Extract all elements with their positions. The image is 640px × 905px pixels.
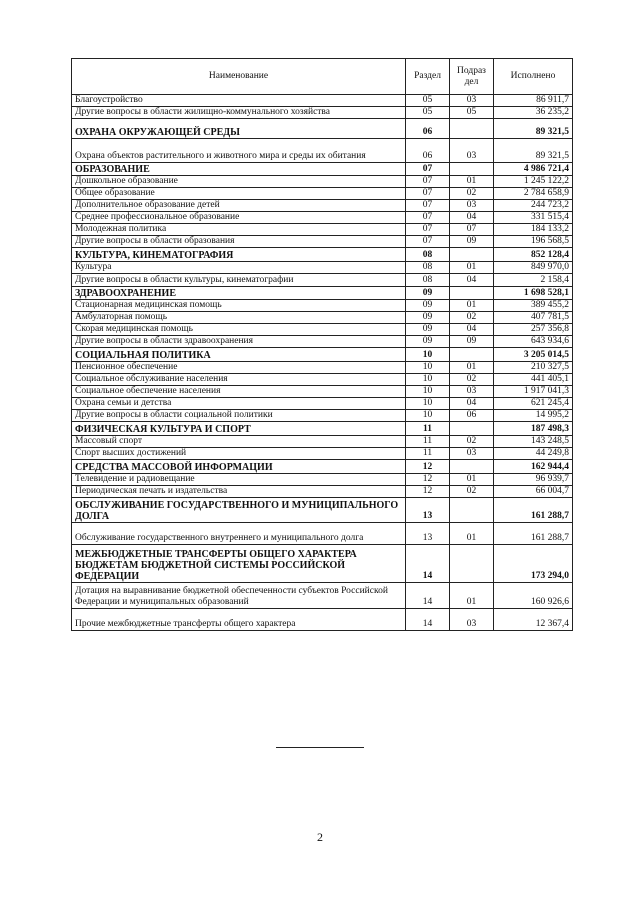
header-executed: Исполнено (494, 59, 573, 95)
table-row (72, 609, 573, 631)
budget-execution-table (71, 58, 573, 631)
row-executed-cell: 89 321,5 (494, 119, 573, 139)
row-name-cell: Молодежная политика (72, 224, 406, 236)
row-section-cell: 11 (406, 422, 450, 436)
row-subsection-cell (450, 460, 494, 474)
row-subsection-cell (450, 498, 494, 523)
row-section-cell: 08 (406, 248, 450, 262)
row-section-cell: 08 (406, 262, 450, 274)
row-subsection-cell: 03 (450, 386, 494, 398)
row-executed-cell: 257 356,8 (494, 324, 573, 336)
row-section-cell: 10 (406, 374, 450, 386)
header-subsection: Подраз дел (450, 59, 494, 95)
table-row (72, 486, 573, 498)
row-name-cell: ФИЗИЧЕСКАЯ КУЛЬТУРА И СПОРТ (72, 422, 406, 436)
table-section-row (72, 422, 573, 436)
row-executed-cell: 1 245 122,2 (494, 176, 573, 188)
row-executed-cell: 1 917 041,3 (494, 386, 573, 398)
row-name-cell: Благоустройство (72, 95, 406, 107)
table-section-row (72, 498, 573, 523)
table-row (72, 324, 573, 336)
table-row (72, 300, 573, 312)
row-executed-cell: 210 327,5 (494, 362, 573, 374)
row-subsection-cell: 01 (450, 583, 494, 609)
row-executed-cell: 66 004,7 (494, 486, 573, 498)
table-row (72, 236, 573, 248)
row-name-cell: СОЦИАЛЬНАЯ ПОЛИТИКА (72, 348, 406, 362)
row-subsection-cell: 04 (450, 212, 494, 224)
row-executed-cell: 187 498,3 (494, 422, 573, 436)
table-row (72, 448, 573, 460)
row-name-cell: СРЕДСТВА МАССОВОЙ ИНФОРМАЦИИ (72, 460, 406, 474)
table-row (72, 107, 573, 119)
row-executed-cell: 2 784 658,9 (494, 188, 573, 200)
row-section-cell: 09 (406, 324, 450, 336)
header-name: Наименование (72, 59, 406, 95)
row-name-cell: Охрана объектов растительного и животного мира и среды их обитания (72, 139, 406, 163)
table-row (72, 410, 573, 422)
page-number: 2 (317, 830, 323, 844)
row-name-cell: Социальное обслуживание населения (72, 374, 406, 386)
row-section-cell: 06 (406, 119, 450, 139)
row-section-cell: 07 (406, 163, 450, 176)
row-name-cell: Массовый спорт (72, 436, 406, 448)
row-subsection-cell: 04 (450, 274, 494, 287)
row-name-cell: ОХРАНА ОКРУЖАЮЩЕЙ СРЕДЫ (72, 119, 406, 139)
row-name-cell: ОБСЛУЖИВАНИЕ ГОСУДАРСТВЕННОГО И МУНИЦИПАЛЬНОГО ДОЛГА (72, 498, 406, 523)
row-subsection-cell (450, 287, 494, 300)
row-name-cell: Прочие межбюджетные трансферты общего характера (72, 609, 406, 631)
table-row (72, 95, 573, 107)
row-section-cell: 07 (406, 212, 450, 224)
row-subsection-cell: 01 (450, 523, 494, 545)
row-section-cell: 14 (406, 609, 450, 631)
row-name-cell: Пенсионное обеспечение (72, 362, 406, 374)
table-section-row (72, 460, 573, 474)
table-row (72, 474, 573, 486)
row-section-cell: 07 (406, 224, 450, 236)
row-executed-cell: 184 133,2 (494, 224, 573, 236)
row-name-cell: Периодическая печать и издательства (72, 486, 406, 498)
row-subsection-cell: 02 (450, 486, 494, 498)
table-row (72, 188, 573, 200)
row-name-cell: Культура (72, 262, 406, 274)
table-row (72, 200, 573, 212)
row-executed-cell: 407 781,5 (494, 312, 573, 324)
table-row (72, 583, 573, 609)
row-executed-cell: 389 455,2 (494, 300, 573, 312)
table-section-row (72, 348, 573, 362)
row-name-cell: Другие вопросы в области жилищно-коммунального хозяйства (72, 107, 406, 119)
row-name-cell: Дополнительное образование детей (72, 200, 406, 212)
row-section-cell: 07 (406, 236, 450, 248)
row-subsection-cell: 02 (450, 374, 494, 386)
row-section-cell: 06 (406, 139, 450, 163)
row-subsection-cell: 04 (450, 398, 494, 410)
row-section-cell: 07 (406, 200, 450, 212)
row-name-cell: Амбулаторная помощь (72, 312, 406, 324)
table-header-row (72, 59, 573, 95)
row-subsection-cell: 07 (450, 224, 494, 236)
row-subsection-cell (450, 248, 494, 262)
row-name-cell: Охрана семьи и детства (72, 398, 406, 410)
row-section-cell: 10 (406, 348, 450, 362)
row-executed-cell: 849 970,0 (494, 262, 573, 274)
row-section-cell: 10 (406, 410, 450, 422)
row-executed-cell: 173 294,0 (494, 545, 573, 583)
row-subsection-cell (450, 422, 494, 436)
row-name-cell: Скорая медицинская помощь (72, 324, 406, 336)
row-section-cell: 14 (406, 583, 450, 609)
row-executed-cell: 3 205 014,5 (494, 348, 573, 362)
row-executed-cell: 143 248,5 (494, 436, 573, 448)
row-executed-cell: 4 986 721,4 (494, 163, 573, 176)
row-executed-cell: 162 944,4 (494, 460, 573, 474)
row-section-cell: 05 (406, 107, 450, 119)
row-executed-cell: 852 128,4 (494, 248, 573, 262)
row-name-cell: Обслуживание государственного внутреннего и муниципального долга (72, 523, 406, 545)
row-name-cell: Социальное обеспечение населения (72, 386, 406, 398)
row-name-cell: ЗДРАВООХРАНЕНИЕ (72, 287, 406, 300)
table-row (72, 336, 573, 348)
table-section-row (72, 248, 573, 262)
row-section-cell: 12 (406, 486, 450, 498)
table-row (72, 523, 573, 545)
row-executed-cell: 89 321,5 (494, 139, 573, 163)
table-row (72, 274, 573, 287)
row-section-cell: 08 (406, 274, 450, 287)
row-subsection-cell: 03 (450, 95, 494, 107)
row-section-cell: 05 (406, 95, 450, 107)
row-section-cell: 12 (406, 460, 450, 474)
row-name-cell: Другие вопросы в области здравоохранения (72, 336, 406, 348)
row-subsection-cell (450, 119, 494, 139)
row-executed-cell: 621 245,4 (494, 398, 573, 410)
row-section-cell: 11 (406, 436, 450, 448)
row-executed-cell: 1 698 528,1 (494, 287, 573, 300)
row-subsection-cell: 03 (450, 448, 494, 460)
row-subsection-cell: 01 (450, 474, 494, 486)
row-section-cell: 11 (406, 448, 450, 460)
row-name-cell: Другие вопросы в области социальной политики (72, 410, 406, 422)
row-executed-cell: 96 939,7 (494, 474, 573, 486)
row-subsection-cell: 06 (450, 410, 494, 422)
row-subsection-cell: 03 (450, 609, 494, 631)
row-executed-cell: 643 934,6 (494, 336, 573, 348)
row-subsection-cell: 02 (450, 312, 494, 324)
row-name-cell: ОБРАЗОВАНИЕ (72, 163, 406, 176)
row-subsection-cell: 03 (450, 200, 494, 212)
row-name-cell: Спорт высших достижений (72, 448, 406, 460)
row-executed-cell: 244 723,2 (494, 200, 573, 212)
row-executed-cell: 331 515,4 (494, 212, 573, 224)
row-section-cell: 13 (406, 498, 450, 523)
row-executed-cell: 161 288,7 (494, 498, 573, 523)
row-section-cell: 07 (406, 176, 450, 188)
row-subsection-cell (450, 163, 494, 176)
row-section-cell: 09 (406, 287, 450, 300)
row-subsection-cell: 09 (450, 336, 494, 348)
table-row (72, 139, 573, 163)
table-section-row (72, 287, 573, 300)
table-row (72, 398, 573, 410)
row-section-cell: 09 (406, 312, 450, 324)
row-executed-cell: 14 995,2 (494, 410, 573, 422)
row-executed-cell: 196 568,5 (494, 236, 573, 248)
table-row (72, 362, 573, 374)
row-name-cell: Другие вопросы в области культуры, кинематографии (72, 274, 406, 287)
row-subsection-cell: 03 (450, 139, 494, 163)
row-subsection-cell: 01 (450, 262, 494, 274)
row-name-cell: Общее образование (72, 188, 406, 200)
row-executed-cell: 36 235,2 (494, 107, 573, 119)
footer-rule (276, 747, 364, 748)
table-row (72, 386, 573, 398)
row-section-cell: 10 (406, 398, 450, 410)
table-row (72, 374, 573, 386)
row-subsection-cell: 02 (450, 436, 494, 448)
row-section-cell: 10 (406, 386, 450, 398)
row-name-cell: КУЛЬТУРА, КИНЕМАТОГРАФИЯ (72, 248, 406, 262)
row-subsection-cell: 01 (450, 362, 494, 374)
table-row (72, 262, 573, 274)
row-subsection-cell: 04 (450, 324, 494, 336)
row-name-cell: МЕЖБЮДЖЕТНЫЕ ТРАНСФЕРТЫ ОБЩЕГО ХАРАКТЕРА БЮДЖЕТАМ БЮДЖЕТНОЙ СИСТЕМЫ РОССИЙСКОЙ ФЕДЕРАЦИИ (72, 545, 406, 583)
row-subsection-cell: 02 (450, 188, 494, 200)
row-executed-cell: 2 158,4 (494, 274, 573, 287)
row-executed-cell: 161 288,7 (494, 523, 573, 545)
row-section-cell: 09 (406, 300, 450, 312)
table-section-row (72, 119, 573, 139)
row-name-cell: Дотация на выравнивание бюджетной обеспеченности субъектов Российской Федерации и муниципальных образований (72, 583, 406, 609)
table-row (72, 312, 573, 324)
row-section-cell: 14 (406, 545, 450, 583)
row-subsection-cell: 01 (450, 176, 494, 188)
row-name-cell: Дошкольное образование (72, 176, 406, 188)
row-name-cell: Стационарная медицинская помощь (72, 300, 406, 312)
row-subsection-cell: 09 (450, 236, 494, 248)
row-subsection-cell (450, 348, 494, 362)
row-subsection-cell (450, 545, 494, 583)
table-section-row (72, 545, 573, 583)
table-row (72, 436, 573, 448)
row-executed-cell: 12 367,4 (494, 609, 573, 631)
row-section-cell: 12 (406, 474, 450, 486)
row-subsection-cell: 01 (450, 300, 494, 312)
row-section-cell: 07 (406, 188, 450, 200)
row-name-cell: Другие вопросы в области образования (72, 236, 406, 248)
row-executed-cell: 44 249,8 (494, 448, 573, 460)
table-row (72, 176, 573, 188)
table-row (72, 212, 573, 224)
row-section-cell: 13 (406, 523, 450, 545)
row-subsection-cell: 05 (450, 107, 494, 119)
row-section-cell: 09 (406, 336, 450, 348)
row-executed-cell: 160 926,6 (494, 583, 573, 609)
row-name-cell: Телевидение и радиовещание (72, 474, 406, 486)
row-executed-cell: 441 405,1 (494, 374, 573, 386)
row-executed-cell: 86 911,7 (494, 95, 573, 107)
row-name-cell: Среднее профессиональное образование (72, 212, 406, 224)
table-section-row (72, 163, 573, 176)
header-section: Раздел (406, 59, 450, 95)
table-row (72, 224, 573, 236)
row-section-cell: 10 (406, 362, 450, 374)
